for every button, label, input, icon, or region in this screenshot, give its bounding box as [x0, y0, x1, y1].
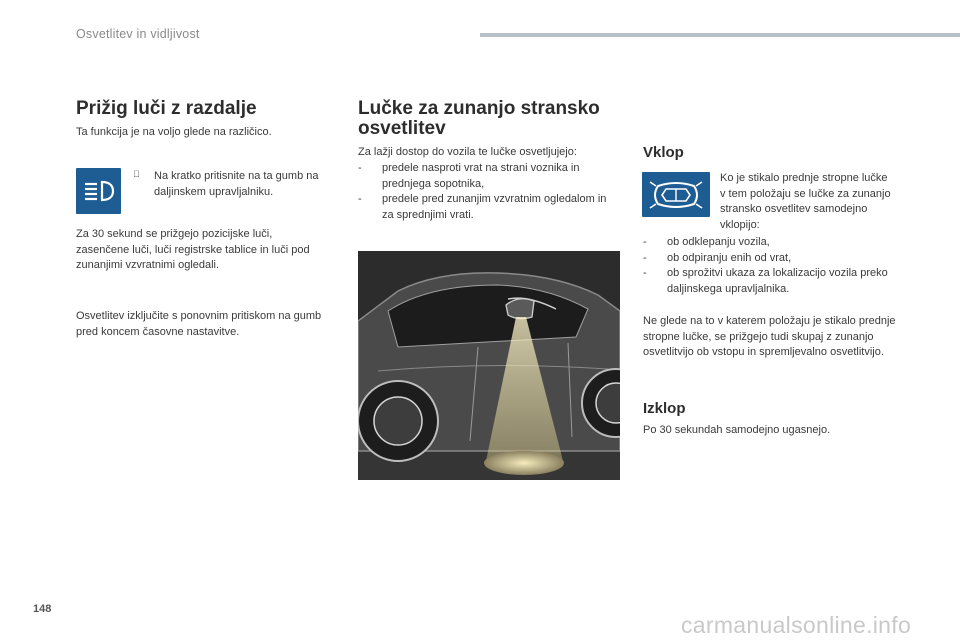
vklop-paragraph: Ne glede na to v katerem položaju je stikalo prednje stropne lučke, se prižgejo tudi skupaj z zunanjo osvetlitvijo ob vstopu in spremljevalno osvetlitvijo.: [643, 315, 896, 358]
header-bar: [480, 33, 960, 37]
heading-izklop: Izklop: [643, 400, 686, 417]
list-item: - ob sprožitvi ukaza za lokalizacijo vozila preko daljinskega upravljalnika.: [643, 267, 888, 295]
intro-remote-lights: Ta funkcija je na voljo glede na različico.: [76, 126, 272, 138]
intro-side-lights: Za lažji dostop do vozila te lučke osvetljujejo:: [358, 146, 577, 158]
vklop-list: [643, 235, 898, 297]
car-illustration: [358, 251, 620, 480]
list-item: - predele pred zunanjim vzvratnim ogledalom in za sprednjimi vrati.: [358, 193, 607, 221]
heading-side-lights-line2: osvetlitev: [358, 118, 446, 139]
heading-side-lights: [358, 99, 628, 139]
side-lights-list: [358, 161, 620, 223]
list-item: - ob odpiranju enih od vrat,: [643, 251, 792, 264]
paragraph-switch-off: Osvetlitev izključite s ponovnim pritiskom na gumb pred koncem časovne nastavitve.: [76, 310, 322, 338]
section-title: Osvetlitev in vidljivost: [76, 27, 200, 41]
headlamp-icon: [76, 168, 121, 214]
page-number: 148: [33, 603, 52, 615]
heading-remote-lights: Prižig luči z razdalje: [76, 98, 257, 119]
heading-vklop: Vklop: [643, 144, 684, 161]
instruction-text: Na kratko pritisnite na ta gumb na daljinskem upravljalniku.: [154, 170, 319, 198]
heading-side-lights-line1: Lučke za zunanjo stransko: [358, 98, 600, 119]
watermark: carmanualsonline.info: [681, 612, 912, 638]
hint-marker: [133, 169, 140, 179]
paragraph-duration: Za 30 sekund se prižgejo pozicijske luči, zasenčene luči, luči registrske tablice in luči pod zunanjimi vzvratnimi ogledali.: [76, 228, 310, 271]
list-item: - ob odklepanju vozila,: [643, 236, 770, 248]
car-door-light-icon: [642, 172, 710, 217]
izklop-text: Po 30 sekundah samodejno ugasnejo.: [643, 424, 831, 436]
instruction-block: [133, 169, 333, 200]
list-item: - predele nasproti vrat na strani voznika in prednjega sopotnika,: [358, 162, 580, 190]
vklop-text: Ko je stikalo prednje stropne lučke v tem položaju se lučke za zunanjo stransko osvetlitev samodejno vklopijo:: [720, 172, 891, 231]
